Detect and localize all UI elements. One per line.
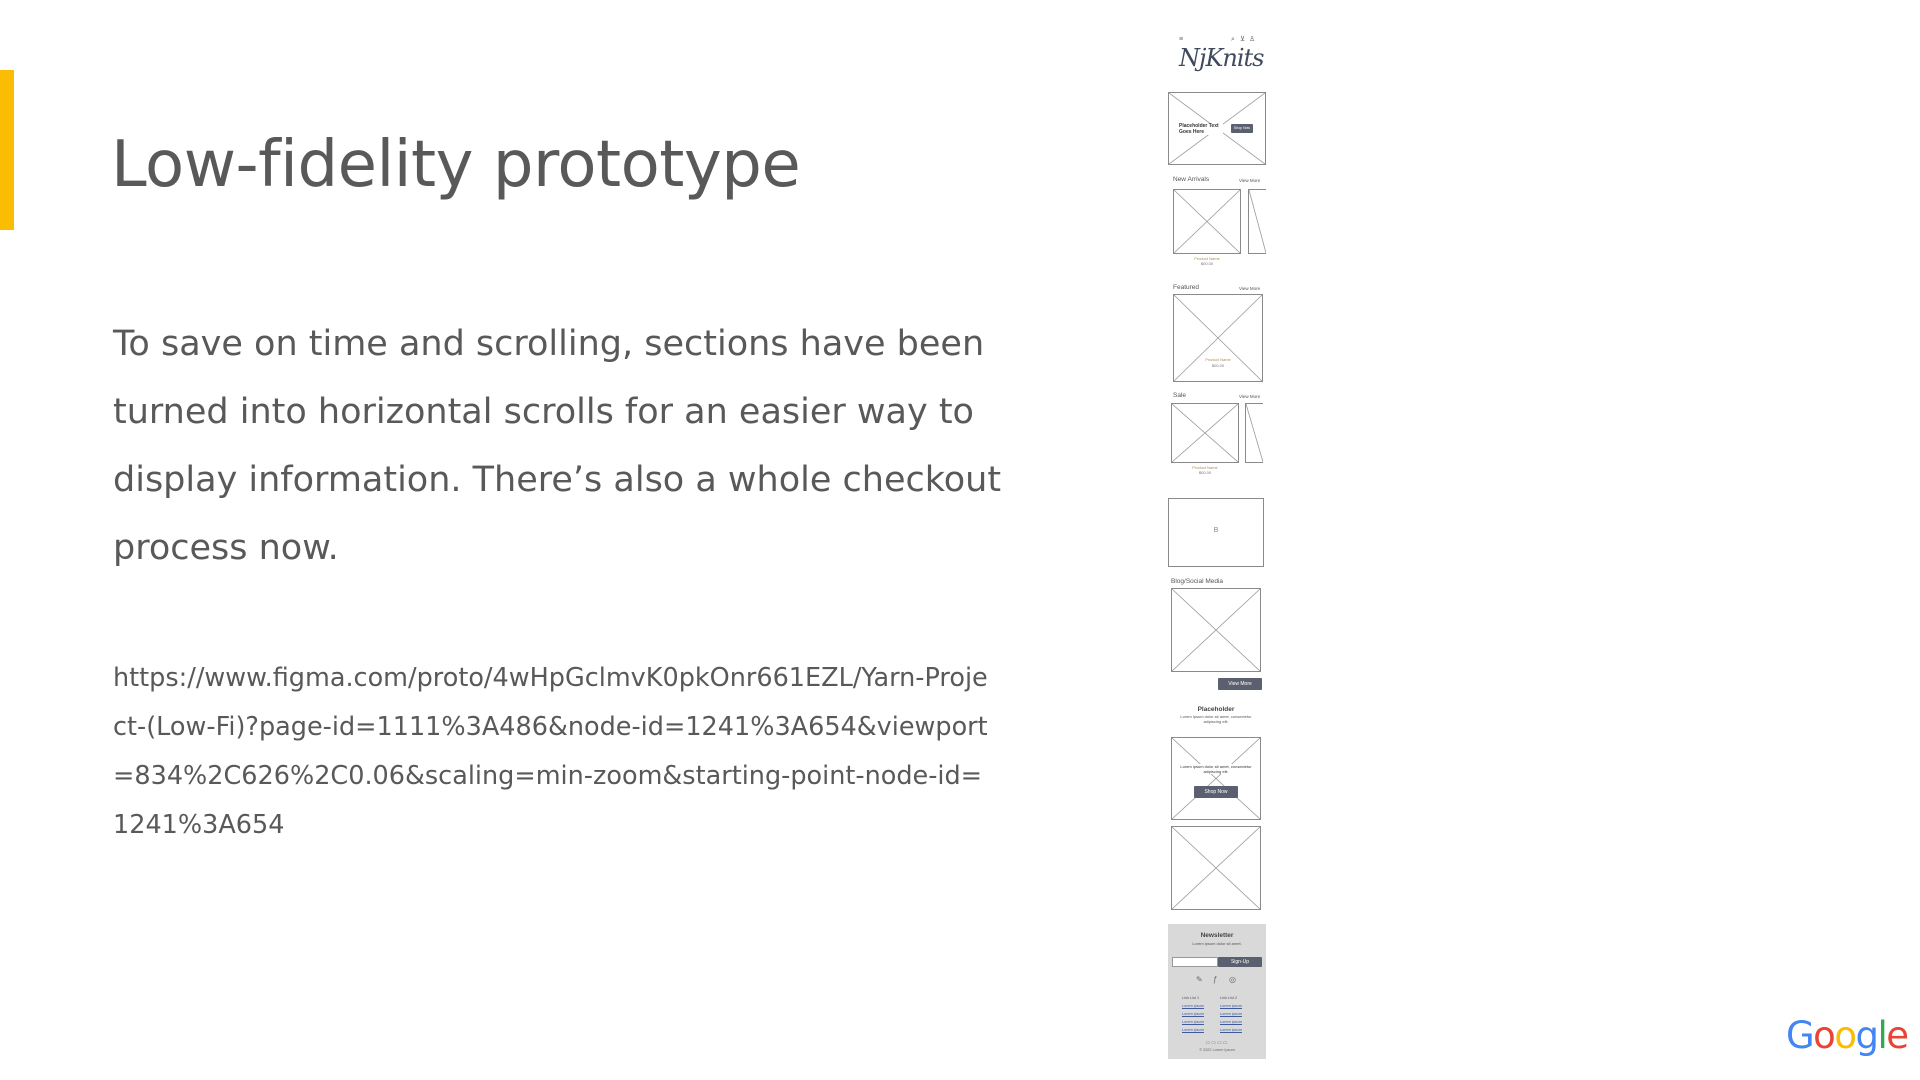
product-price: $00.00: [1200, 261, 1214, 266]
footer-link[interactable]: Lorem ipsum: [1182, 1020, 1204, 1024]
copyright-text: © 2022 Lorem Ipsum: [1199, 1048, 1235, 1052]
twitter-icon[interactable]: ✎: [1196, 975, 1203, 984]
footer-link[interactable]: Lorem ipsum: [1182, 1012, 1204, 1016]
footer-link[interactable]: Lorem ipsum: [1182, 1028, 1204, 1032]
newsletter-email-input[interactable]: [1172, 957, 1218, 967]
menu-icon: ≡: [1179, 36, 1184, 43]
footer-link[interactable]: Lorem ipsum: [1220, 1020, 1242, 1024]
accent-bar: [0, 70, 14, 230]
hero-image-placeholder: [1168, 92, 1266, 165]
footer-link-list-2: [1220, 994, 1242, 1034]
sale-view-more[interactable]: View More: [1239, 394, 1261, 399]
hero-shop-button[interactable]: Shop Now: [1231, 124, 1253, 133]
promo-text: Lorem ipsum dolor sit amet, consectetur adipiscing elit.: [1180, 714, 1252, 724]
product-name: Product Name: [1205, 357, 1231, 362]
blog-placeholder: [1171, 588, 1261, 672]
footer-link[interactable]: Lorem ipsum: [1220, 1012, 1242, 1016]
newsletter-footer: [1168, 924, 1266, 1059]
wireframe-logo: NjKnits: [1179, 44, 1264, 72]
cart-icon: ⊻: [1240, 36, 1246, 43]
newsletter-text: Lorem ipsum dolor sit amet.: [1192, 941, 1242, 946]
hero-text: Placeholder Text Goes Here: [1179, 123, 1223, 135]
blog-view-more-button[interactable]: View More: [1218, 678, 1262, 690]
product-price: $00.00: [1198, 470, 1212, 475]
footer-col-title: Link List 2: [1220, 996, 1238, 1000]
newsletter-title: Newsletter: [1200, 932, 1234, 939]
product-placeholder: [1171, 403, 1239, 463]
newsletter-signup-button[interactable]: Sign-Up: [1218, 957, 1262, 967]
play-icon: B: [1213, 527, 1219, 534]
promo-card-placeholder: [1171, 737, 1261, 820]
featured-placeholder: [1173, 294, 1263, 382]
promo-shop-button[interactable]: Shop Now: [1194, 786, 1238, 798]
account-icon: ♙: [1249, 36, 1256, 43]
footer-link[interactable]: Lorem ipsum: [1182, 1004, 1204, 1008]
promo-card-text: Lorem ipsum dolor sit amet, consectetur adipiscing elit.: [1172, 764, 1260, 774]
footer-col-title: Link List 1: [1182, 996, 1200, 1000]
featured-view-more[interactable]: View More: [1239, 286, 1261, 291]
google-logo: Google: [1786, 1014, 1908, 1057]
product-placeholder-partial: [1248, 189, 1266, 254]
slide-body-text: To save on time and scrolling, sections have been turned into horizontal scrolls for an easier way to display information. There’s also a whole checkout process now.: [113, 324, 1002, 568]
slide-title: Low-fidelity prototype: [111, 128, 801, 202]
product-name: Product Name: [1194, 256, 1220, 261]
footer-link-list-1: [1182, 994, 1204, 1034]
search-icon: ⌕: [1231, 36, 1235, 43]
image-placeholder: [1171, 826, 1261, 910]
footer-link[interactable]: Lorem ipsum: [1220, 1028, 1242, 1032]
instagram-icon[interactable]: ◎: [1229, 975, 1236, 984]
product-name: Product Name: [1192, 465, 1218, 470]
product-placeholder: [1173, 189, 1241, 254]
facebook-icon[interactable]: ƒ: [1213, 975, 1218, 984]
product-placeholder-partial: [1245, 403, 1263, 463]
promo-title: Placeholder: [1197, 706, 1235, 713]
blog-title: Blog/Social Media: [1171, 578, 1224, 585]
product-price: $00.00: [1211, 363, 1225, 368]
new-arrivals-view-more[interactable]: View More: [1239, 178, 1261, 183]
wireframe-mockup: [1166, 30, 1266, 1060]
sale-title: Sale: [1173, 392, 1187, 399]
payment-icons: ▭▭▭▭: [1205, 1040, 1229, 1046]
featured-title: Featured: [1173, 284, 1200, 291]
figma-prototype-link[interactable]: https://www.figma.com/proto/4wHpGclmvK0pkOnr661EZL/Yarn-Project-(Low-Fi)?page-id=1111%3A486&node-id=1241%3A654&viewport=834%2C626%2C0.06&scaling=min-zoom&starting-point-node-id=1241%3A654: [113, 663, 988, 840]
video-placeholder[interactable]: [1168, 498, 1264, 567]
new-arrivals-title: New Arrivals: [1173, 176, 1210, 183]
footer-link[interactable]: Lorem ipsum: [1220, 1004, 1242, 1008]
